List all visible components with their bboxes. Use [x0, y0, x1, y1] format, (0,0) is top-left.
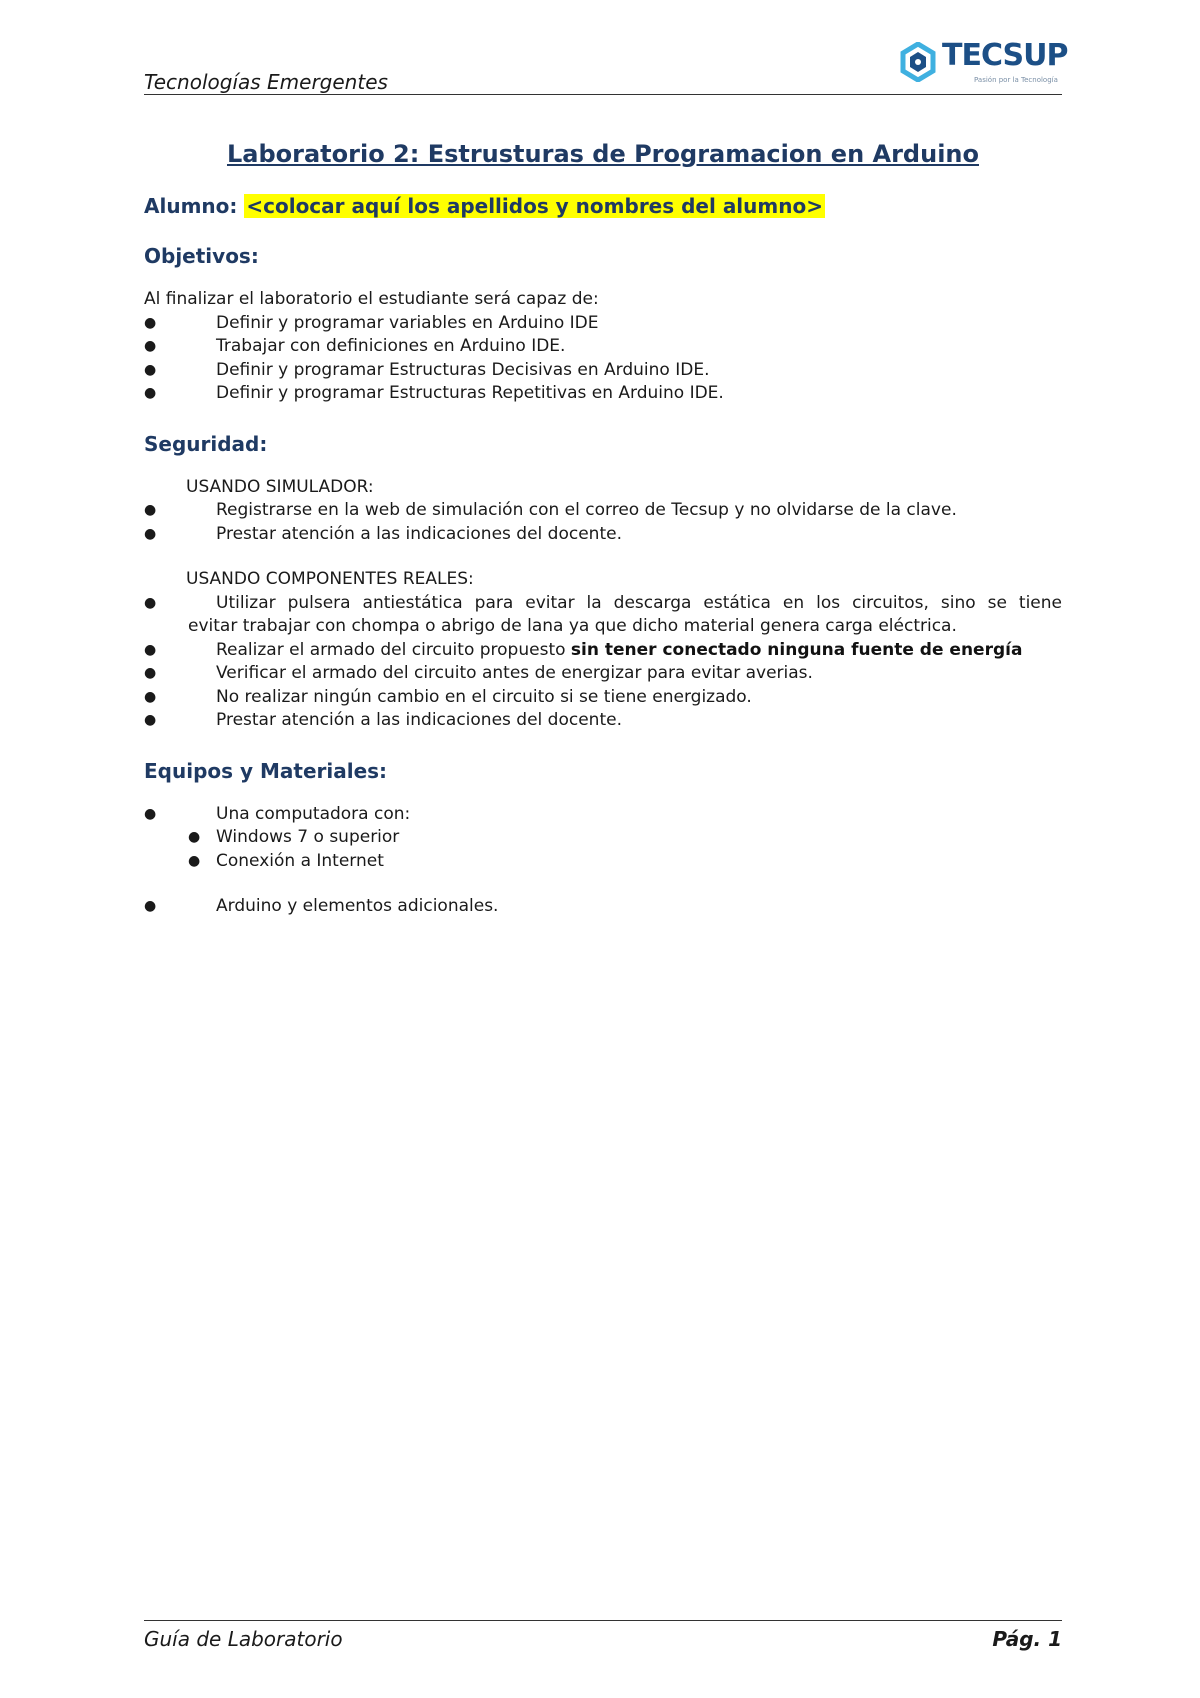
logo-wordmark: TECSUP	[942, 38, 1068, 73]
bullet-icon: ●	[144, 665, 157, 681]
list-item: ● Arduino y elementos adicionales.	[144, 895, 1062, 919]
bullet-icon: ●	[188, 852, 201, 869]
list-item: ● Prestar atención a las indicaciones del docente.	[144, 709, 1062, 733]
page-footer	[144, 1620, 1062, 1653]
alumno-label: Alumno:	[144, 194, 238, 218]
reales-label: USANDO COMPONENTES REALES:	[186, 569, 474, 589]
tecsup-logo-icon	[898, 42, 938, 82]
bullet-icon: ●	[188, 829, 201, 845]
bullet-icon: ●	[144, 688, 157, 705]
objetivos-list	[144, 312, 1062, 406]
list-item: ● Trabajar con definiciones en Arduino IDE.	[144, 335, 1062, 359]
alumno-line	[144, 192, 1062, 220]
equipos-list	[144, 803, 1062, 827]
page-header	[144, 38, 1068, 95]
bullet-icon: ●	[144, 594, 157, 611]
logo-tagline: Pasión por la Tecnología	[974, 76, 1058, 84]
bullet-icon: ●	[144, 898, 157, 914]
bullet-icon: ●	[144, 385, 157, 401]
list-item: ● Realizar el armado del circuito propuesto sin tener conectado ninguna fuente de energía	[144, 639, 1062, 663]
tecsup-logo	[898, 38, 1068, 86]
list-item: ● Definir y programar Estructuras Decisivas en Arduino IDE.	[144, 359, 1062, 383]
bullet-icon: ●	[144, 314, 157, 331]
bullet-icon: ●	[144, 805, 157, 822]
bullet-icon: ●	[144, 502, 157, 518]
list-item: ● Windows 7 o superior	[144, 826, 1062, 850]
bullet-icon: ●	[144, 525, 157, 542]
list-item: ● Definir y programar Estructuras Repetitivas en Arduino IDE.	[144, 382, 1062, 406]
objetivos-intro: Al finalizar el laboratorio el estudiante será capaz de:	[144, 289, 599, 309]
reales-list	[144, 592, 1062, 733]
equipos-list-2	[144, 895, 1062, 919]
equipos-heading: Equipos y Materiales:	[144, 758, 388, 783]
bullet-icon: ●	[144, 641, 157, 658]
simulador-label: USANDO SIMULADOR:	[186, 476, 374, 497]
list-item: ● Registrarse en la web de simulación con el correo de Tecsup y no olvidarse de la clave.	[144, 499, 1062, 523]
equipos-sublist	[144, 826, 1062, 873]
list-item: ● Conexión a Internet	[144, 850, 1062, 874]
simulador-list	[144, 499, 1062, 546]
list-item: ● Verificar el armado del circuito antes de energizar para evitar averias.	[144, 662, 1062, 686]
bullet-icon: ●	[144, 712, 157, 728]
page-number: Pág. 1	[992, 1627, 1062, 1651]
list-item: ● Prestar atención a las indicaciones del docente.	[144, 523, 1062, 547]
bullet-icon: ●	[144, 338, 157, 354]
footer-guide-label: Guía de Laboratorio	[144, 1627, 343, 1651]
list-item: ● Utilizar pulsera antiestática para evitar la descarga estática en los circuitos, sino se tiene evitar trabajar con chompa o abrigo de lana ya que dicho material genera carga eléctrica.	[144, 592, 1062, 636]
list-item: ● Una computadora con:	[144, 803, 1062, 827]
header-title: Tecnologías Emergentes	[144, 70, 388, 94]
objetivos-heading: Objetivos:	[144, 244, 259, 268]
bullet-icon: ●	[144, 361, 157, 378]
list-item: ● No realizar ningún cambio en el circuito si se tiene energizado.	[144, 686, 1062, 710]
alumno-placeholder: <colocar aquí los apellidos y nombres del alumno>	[246, 194, 823, 218]
document-body	[144, 138, 1062, 919]
document-title: Laboratorio 2: Estrusturas de Programacion en Arduino	[226, 140, 979, 168]
seguridad-heading: Seguridad:	[144, 431, 268, 456]
list-item: ● Definir y programar variables en Arduino IDE	[144, 312, 1062, 336]
